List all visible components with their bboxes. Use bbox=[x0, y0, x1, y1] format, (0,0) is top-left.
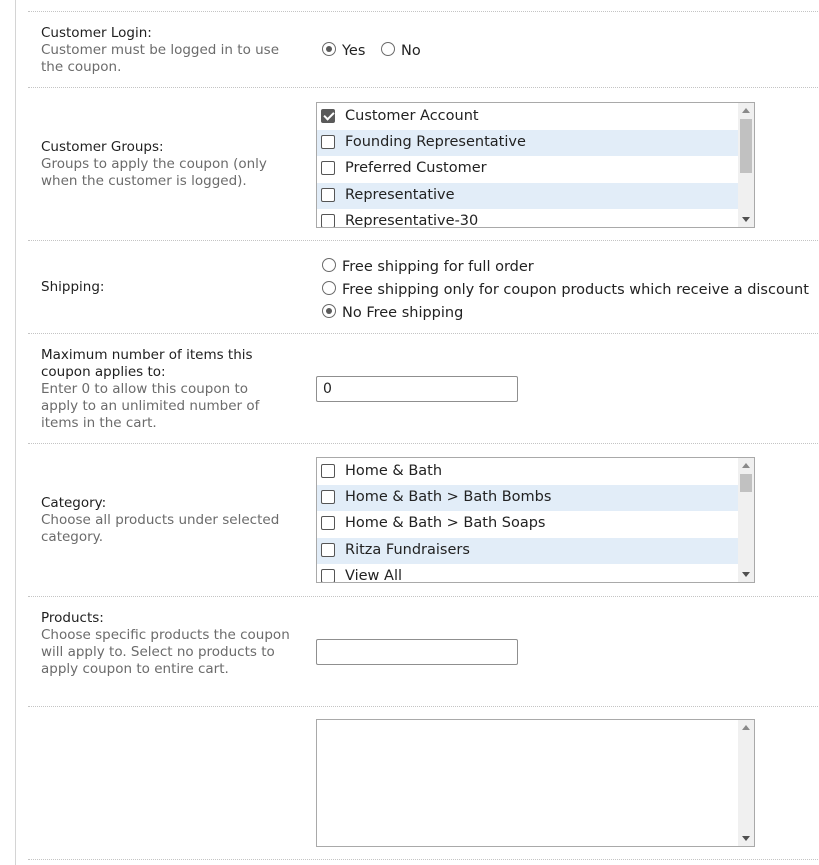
customer-group-checkbox[interactable] bbox=[321, 109, 335, 123]
category-item[interactable] bbox=[317, 511, 739, 537]
category-label bbox=[41, 495, 296, 546]
category-label: Ritza Fundraisers bbox=[345, 542, 470, 558]
customer-group-checkbox[interactable] bbox=[321, 214, 335, 228]
category-label: Home & Bath bbox=[345, 463, 443, 479]
customer-login-desc: Customer must be logged in to use the coupon. bbox=[41, 42, 280, 75]
customer-group-checkbox[interactable] bbox=[321, 135, 335, 149]
products-row bbox=[28, 596, 818, 707]
category-checkbox[interactable] bbox=[321, 490, 335, 504]
customer-group-item[interactable] bbox=[317, 183, 739, 209]
shipping-option[interactable] bbox=[322, 258, 534, 275]
customer-group-checkbox[interactable] bbox=[321, 161, 335, 175]
scrollbar-thumb[interactable] bbox=[740, 119, 752, 173]
customer-login-title: Customer Login: bbox=[41, 25, 152, 41]
customer-login-no-radio[interactable] bbox=[381, 42, 395, 56]
max-items-title: Maximum number of items this coupon applies to: bbox=[41, 347, 253, 380]
customer-login-row bbox=[28, 11, 818, 88]
category-checkbox[interactable] bbox=[321, 569, 335, 583]
category-label: Home & Bath > Bath Bombs bbox=[345, 489, 552, 505]
products-title: Products: bbox=[41, 610, 104, 626]
shipping-option[interactable] bbox=[322, 304, 463, 321]
category-row bbox=[28, 443, 818, 597]
max-items-row bbox=[28, 333, 818, 444]
customer-groups-row bbox=[28, 87, 818, 241]
customer-group-label: Representative bbox=[345, 187, 455, 203]
customer-groups-scrollbar[interactable] bbox=[738, 103, 754, 227]
customer-group-label: Preferred Customer bbox=[345, 160, 487, 176]
shipping-radio[interactable] bbox=[322, 304, 336, 318]
category-scrollbar[interactable] bbox=[738, 458, 754, 582]
category-checkbox[interactable] bbox=[321, 516, 335, 530]
customer-group-label: Customer Account bbox=[345, 108, 479, 124]
customer-group-item[interactable] bbox=[317, 156, 739, 182]
shipping-radio[interactable] bbox=[322, 258, 336, 272]
customer-login-no-label: No bbox=[401, 43, 421, 59]
left-border bbox=[15, 0, 16, 865]
customer-login-yes-label: Yes bbox=[342, 43, 366, 59]
max-items-input[interactable]: 0 bbox=[316, 376, 518, 402]
shipping-title: Shipping: bbox=[41, 279, 105, 295]
scroll-up-arrow-icon[interactable] bbox=[738, 721, 754, 735]
customer-group-label: Founding Representative bbox=[345, 134, 526, 150]
category-listbox[interactable] bbox=[316, 457, 755, 583]
category-item[interactable] bbox=[317, 538, 739, 564]
category-label: View All bbox=[345, 568, 402, 583]
products-label bbox=[41, 610, 291, 678]
products-listbox[interactable] bbox=[316, 719, 755, 847]
max-items-desc: Enter 0 to allow this coupon to apply to an unlimited number of items in the cart. bbox=[41, 381, 260, 431]
category-item[interactable] bbox=[317, 459, 739, 485]
customer-groups-title: Customer Groups: bbox=[41, 139, 164, 155]
category-item[interactable] bbox=[317, 485, 739, 511]
customer-groups-label bbox=[41, 139, 296, 190]
customer-group-item[interactable] bbox=[317, 130, 739, 156]
customer-login-yes-radio[interactable] bbox=[322, 42, 336, 56]
customer-group-label: Representative-30 bbox=[345, 213, 479, 228]
products-search-input[interactable] bbox=[316, 639, 518, 665]
shipping-radios bbox=[316, 258, 816, 328]
products-list-row bbox=[28, 706, 818, 860]
customer-group-item[interactable] bbox=[317, 209, 739, 228]
shipping-option[interactable] bbox=[322, 281, 809, 298]
category-label: Home & Bath > Bath Soaps bbox=[345, 515, 546, 531]
customer-login-label bbox=[41, 25, 296, 76]
products-scrollbar[interactable] bbox=[738, 720, 754, 846]
products-desc: Choose specific products the coupon will apply to. Select no products to apply coupon to entire cart. bbox=[41, 627, 290, 677]
category-title: Category: bbox=[41, 495, 107, 511]
scroll-up-arrow-icon[interactable] bbox=[738, 459, 754, 473]
category-checkbox[interactable] bbox=[321, 464, 335, 478]
category-item[interactable] bbox=[317, 564, 739, 583]
customer-groups-listbox[interactable] bbox=[316, 102, 755, 228]
scrollbar-thumb[interactable] bbox=[740, 474, 752, 492]
shipping-option-label: No Free shipping bbox=[342, 305, 464, 321]
shipping-option-label: Free shipping for full order bbox=[342, 259, 534, 275]
scroll-down-arrow-icon[interactable] bbox=[738, 212, 754, 226]
customer-group-checkbox[interactable] bbox=[321, 188, 335, 202]
customer-group-item[interactable] bbox=[317, 104, 739, 130]
category-checkbox[interactable] bbox=[321, 543, 335, 557]
shipping-option-label: Free shipping only for coupon products which receive a discount bbox=[342, 282, 809, 298]
customer-login-no-option[interactable] bbox=[381, 42, 421, 59]
shipping-radio[interactable] bbox=[322, 281, 336, 295]
shipping-label bbox=[41, 279, 296, 296]
max-items-label bbox=[41, 347, 276, 432]
customer-login-yes-option[interactable] bbox=[322, 42, 365, 59]
scroll-up-arrow-icon[interactable] bbox=[738, 104, 754, 118]
scroll-down-arrow-icon[interactable] bbox=[738, 831, 754, 845]
scroll-down-arrow-icon[interactable] bbox=[738, 567, 754, 581]
customer-groups-desc: Groups to apply the coupon (only when the customer is logged). bbox=[41, 156, 267, 189]
shipping-row bbox=[28, 240, 818, 334]
bottom-divider bbox=[28, 859, 818, 861]
category-desc: Choose all products under selected category. bbox=[41, 512, 280, 545]
